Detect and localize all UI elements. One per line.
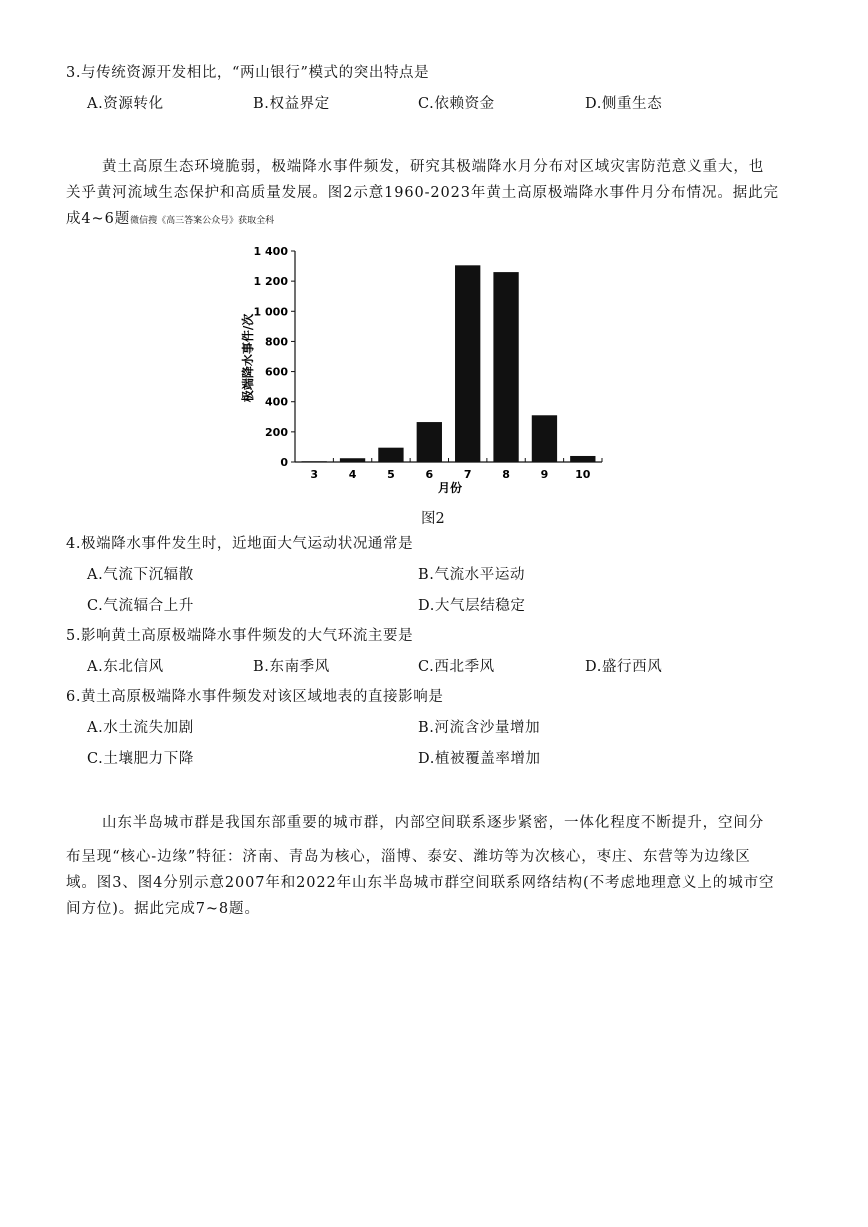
question-6-stem: 6.黄土高原极端降水事件频发对该区域地表的直接影响是 bbox=[66, 689, 444, 705]
passage-1-line-1: 黄土高原生态环境脆弱，极端降水事件频发，研究其极端降水月分布对区域灾害防范意义重大，也 bbox=[102, 159, 765, 175]
x-tick-label: 3 bbox=[310, 468, 319, 481]
passage-2-line-2: 布呈现“核心-边缘”特征：济南、青岛为核心，淄博、泰安、潍坊等为次核心，枣庄、东营等为边缘区 bbox=[66, 849, 751, 865]
y-tick-label: 0 bbox=[280, 456, 288, 469]
bar-month-6 bbox=[417, 422, 442, 462]
y-tick-label: 1 400 bbox=[253, 245, 288, 258]
passage-2-line-3: 域。图3、图4分别示意2007年和2022年山东半岛城市群空间联系网络结构(不考虑地理意义上的城市空 bbox=[66, 875, 775, 891]
x-tick-label: 6 bbox=[425, 468, 434, 481]
q6-option-d: D.植被覆盖率增加 bbox=[418, 751, 541, 767]
q4-option-a: A.气流下沉辐散 bbox=[87, 567, 194, 583]
bar-month-4 bbox=[340, 458, 365, 462]
bars bbox=[302, 265, 596, 462]
x-tick-label: 8 bbox=[502, 468, 510, 481]
q4-option-b: B.气流水平运动 bbox=[418, 567, 526, 583]
y-tick-label: 400 bbox=[265, 395, 288, 409]
y-tick-label: 800 bbox=[265, 335, 288, 349]
q6-option-b: B.河流含沙量增加 bbox=[418, 720, 541, 736]
figure-2-bar-chart bbox=[230, 236, 630, 498]
q6-option-a: A.水土流失加剧 bbox=[87, 720, 194, 736]
question-3-stem: 3.与传统资源开发相比，“两山银行”模式的突出特点是 bbox=[66, 65, 430, 81]
y-tick-label: 1 200 bbox=[253, 275, 288, 289]
y-tick-label: 200 bbox=[265, 425, 288, 439]
q5-option-d: D.盛行西风 bbox=[585, 659, 663, 675]
y-ticks bbox=[254, 245, 295, 469]
x-tick-label: 4 bbox=[348, 468, 357, 481]
q4-option-d: D.大气层结稳定 bbox=[418, 598, 526, 614]
y-tick-label: 1 000 bbox=[253, 305, 288, 319]
q5-option-c: C.西北季风 bbox=[418, 659, 495, 675]
bar-month-8 bbox=[493, 272, 518, 462]
bar-month-9 bbox=[532, 415, 557, 462]
bar-month-3 bbox=[302, 461, 327, 462]
q3-option-b: B.权益界定 bbox=[253, 96, 330, 112]
q4-option-c: C.气流辐合上升 bbox=[87, 598, 194, 614]
q5-option-b: B.东南季风 bbox=[253, 659, 330, 675]
y-axis-label bbox=[240, 314, 255, 403]
watermark-note: 微信搜《高三答案公众号》获取全科 bbox=[130, 216, 275, 226]
question-4-stem: 4.极端降水事件发生时，近地面大气运动状况通常是 bbox=[66, 536, 414, 552]
x-tick-label: 10 bbox=[575, 468, 591, 481]
q3-option-a: A.资源转化 bbox=[87, 96, 164, 112]
figure-2-caption: 图2 bbox=[421, 511, 445, 527]
question-5-stem: 5.影响黄土高原极端降水事件频发的大气环流主要是 bbox=[66, 628, 414, 644]
passage-1-line-3 bbox=[66, 206, 274, 234]
x-axis-title: 月份 bbox=[437, 481, 463, 495]
q3-option-d: D.侧重生态 bbox=[585, 96, 663, 112]
q5-option-a: A.东北信风 bbox=[87, 659, 164, 675]
bar-month-10 bbox=[570, 456, 595, 462]
q3-option-c: C.依赖资金 bbox=[418, 96, 495, 112]
x-tick-label: 5 bbox=[387, 468, 395, 481]
passage-2-line-1: 山东半岛城市群是我国东部重要的城市群，内部空间联系逐步紧密，一体化程度不断提升，空间分 bbox=[102, 815, 765, 831]
q6-option-c: C.土壤肥力下降 bbox=[87, 751, 194, 767]
x-tick-label: 7 bbox=[463, 468, 472, 481]
x-tick-label: 9 bbox=[540, 468, 549, 481]
passage-1-line-2: 关乎黄河流域生态保护和高质量发展。图2示意1960-2023年黄土高原极端降水事件月分布情况。据此完 bbox=[66, 185, 779, 201]
bar-month-7 bbox=[455, 265, 480, 462]
passage-2-line-4: 间方位)。据此完成7~8题。 bbox=[66, 901, 260, 917]
passage-1-line-3-main: 成4~6题 bbox=[66, 211, 131, 227]
y-tick-label: 600 bbox=[265, 365, 288, 379]
y-axis-title: 极端降水事件/次 bbox=[241, 313, 255, 403]
bar-month-5 bbox=[378, 448, 403, 462]
